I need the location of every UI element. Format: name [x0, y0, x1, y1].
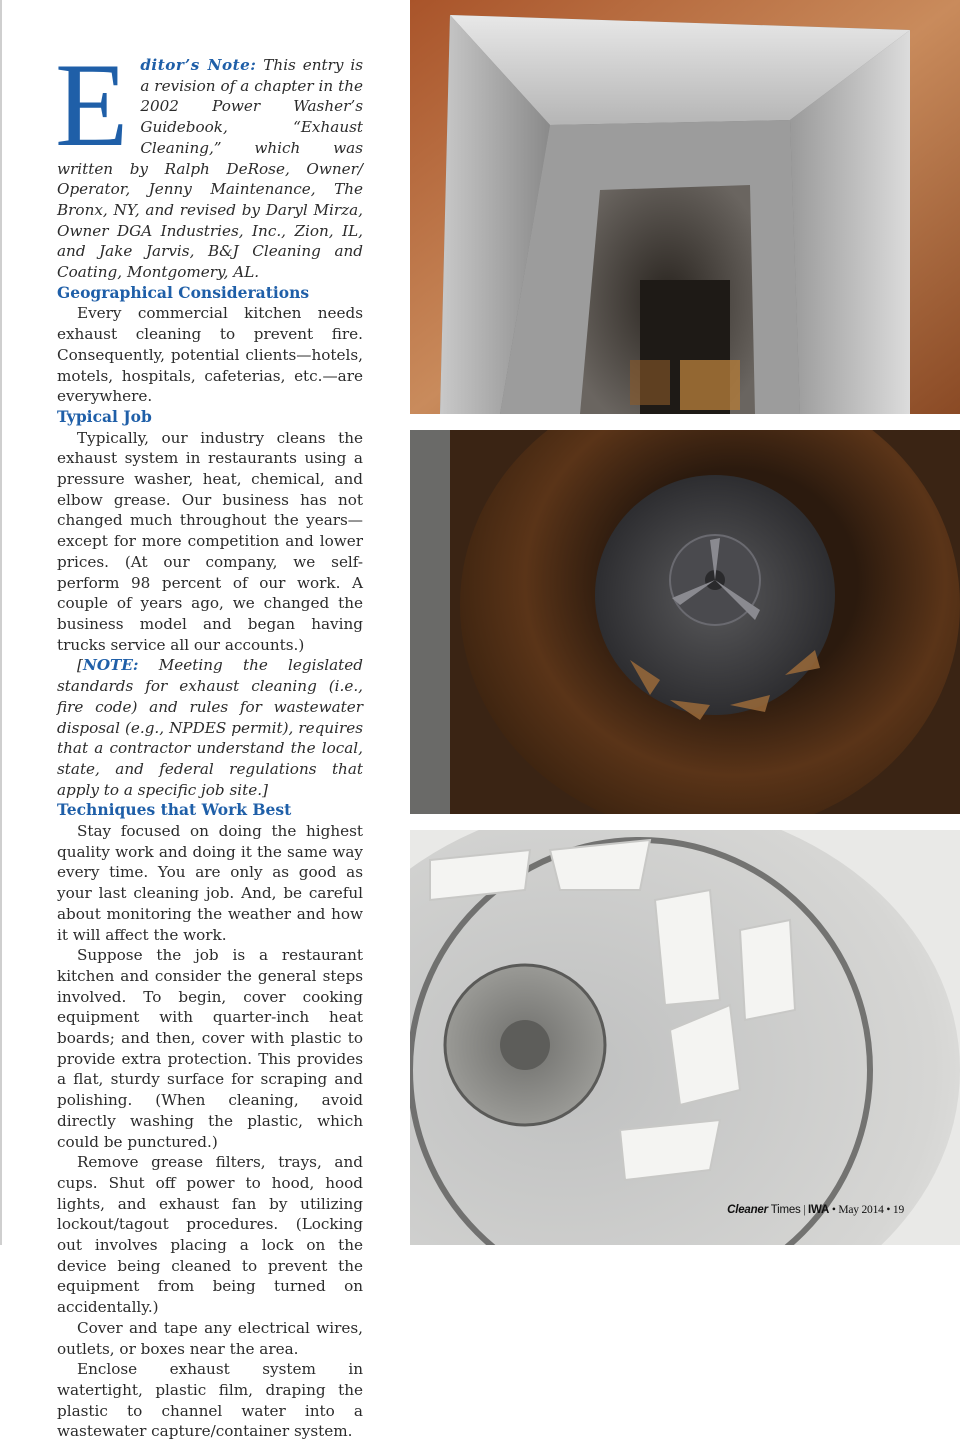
note-body: Meeting the legislated standards for exhaust cleaning (i.e., fire code) and rules for wastewater disposal (e.g., NPDES permit), requires that a contractor understand the local, state, and federal regulations that apply to a specific job site.] — [57, 656, 363, 799]
editors-note-body: This entry is a revision of a chapter in the 2002 Power Washer’s Guidebook, “Exhaust Cleaning,” which was written by Ralph DeRose, Owner/ Operator, Jenny Maintenance, The Bronx, NY, and revised by Daryl Mirza, Owner DGA Industries, Inc., Zion, IL, and Jake Jarvis, B&J Cleaning and Coating, Montgomery, AL. — [57, 56, 363, 282]
page-edge-rule — [0, 0, 2, 1245]
dropcap-letter: E — [55, 38, 129, 171]
footer-bullet-2: • — [883, 1204, 893, 1216]
footer-date: May 2014 — [838, 1204, 884, 1216]
footer-page-number: 19 — [892, 1204, 904, 1216]
heading-techniques: Techniques that Work Best — [57, 800, 292, 820]
paragraph-techniques-5: Enclose exhaust system in watertight, plastic film, draping the plastic to channel water into a wastewater capture/container system. — [57, 1360, 363, 1441]
footer-brand-cleaner: Cleaner — [727, 1204, 768, 1216]
note-bracket: [ — [77, 656, 83, 675]
article-column — [55, 38, 363, 1442]
page-footer — [727, 1204, 904, 1216]
editors-note-lead: ditor’s Note: — [140, 56, 257, 74]
footer-brand-times: Times — [767, 1204, 801, 1216]
paragraph-techniques-4: Cover and tape any electrical wires, outlets, or boxes near the area. — [57, 1318, 363, 1358]
heading-typical-job: Typical Job — [57, 406, 152, 426]
paragraph-typical-job: Typically, our industry cleans the exhaust system in restaurants using a pressure washer, heat, chemical, and elbow grease. Our business has not changed much throughout the years—except for more competition and lower prices. (At our company, we self-perform 98 percent of our work. A couple of years ago, we changed the business model and began having trucks service all our accounts.) — [57, 428, 363, 654]
footer-bullet-1: • — [829, 1204, 839, 1216]
paragraph-geographical: Every commercial kitchen needs exhaust cleaning to prevent fire. Consequently, potential clients—hotels, motels, hospitals, cafeterias, etc.—are everywhere. — [57, 304, 363, 406]
regulatory-note — [57, 655, 363, 800]
paragraph-techniques-2: Suppose the job is a restaurant kitchen and consider the general steps involved. To begin, cover cooking equipment with quarter-inch heat boards; and then, cover with plastic to provide extra protection. This provides a flat, sturdy surface for scraping and polishing. (When cleaning, avoid directly washing the plastic, which could be punctured.) — [57, 946, 363, 1151]
photo-clean-fan — [410, 830, 960, 1245]
heading-geographical-considerations: Geographical Considerations — [57, 282, 310, 302]
photo-greasy-fan — [410, 430, 960, 814]
photo-exhaust-duct — [410, 0, 960, 414]
footer-divider: | — [800, 1204, 809, 1216]
note-label: NOTE: — [82, 656, 139, 675]
footer-iwa: IWA — [808, 1204, 830, 1216]
paragraph-techniques-3: Remove grease filters, trays, and cups. Shut off power to hood, hood lights, and exhaust fan by utilizing lockout/tagout procedures. (Locking out involves placing a lock on the device being cleaned to prevent the equipment from being turned on accidentally.) — [57, 1153, 363, 1317]
paragraph-techniques-1: Stay focused on doing the highest quality work and doing it the same way every time. You are only as good as your last cleaning job. And, be careful about monitoring the weather and how it will affect the work. — [57, 822, 363, 944]
